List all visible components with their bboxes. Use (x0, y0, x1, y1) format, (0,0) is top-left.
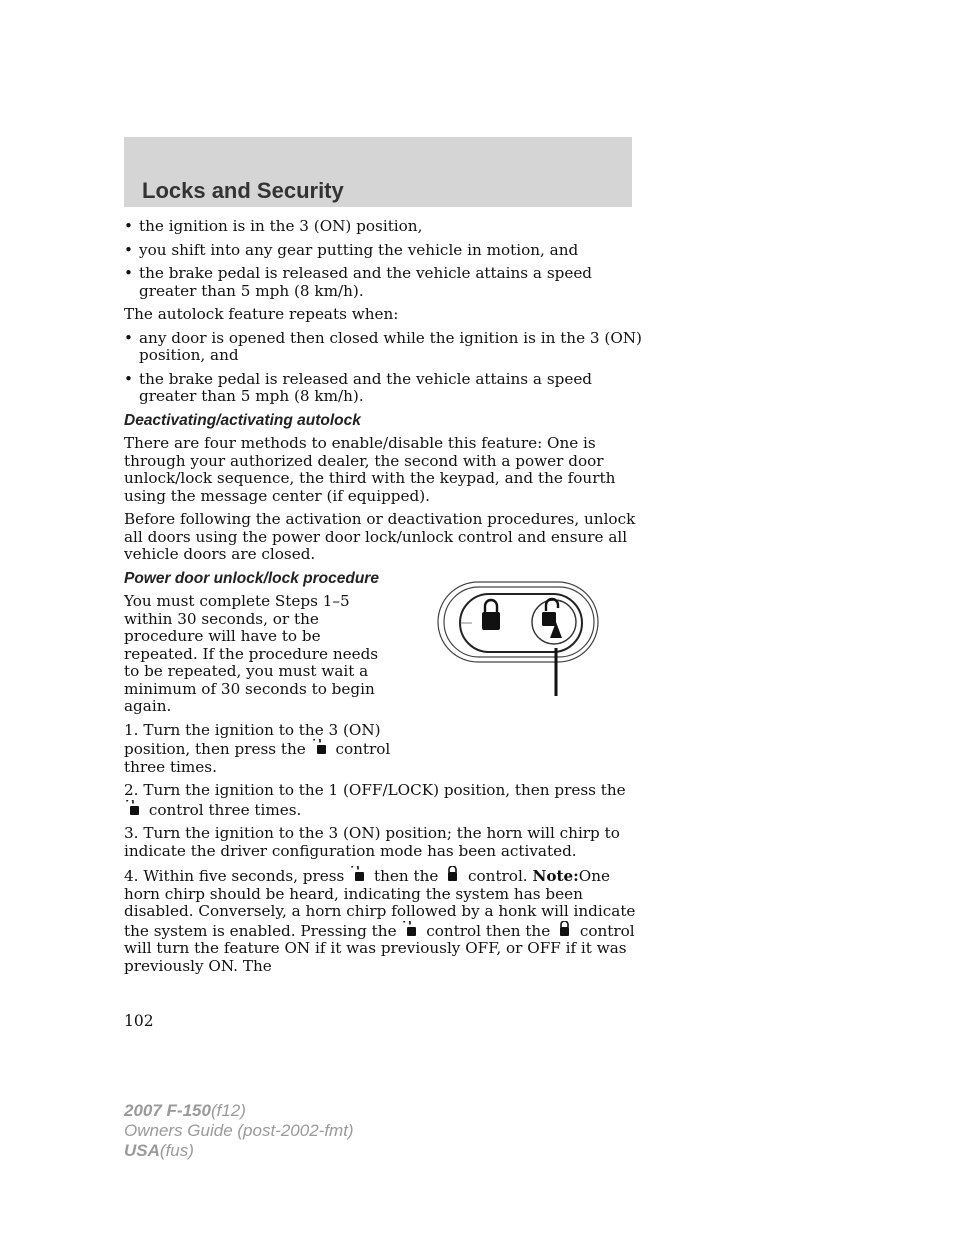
paragraph: There are four methods to enable/disable this feature: One is through your authorized dealer, the second with a power door unlock/lock sequence, the third with the keypad, and the fourth using the message center (if equipped). (124, 434, 616, 505)
footer-line-2: Owners Guide (post-2002-fmt) (124, 1121, 354, 1140)
paragraph: You must complete Steps 1–5 within 30 seconds, or the procedure will have to be repeated. If the procedure needs to be repeated, you must wait a minimum of 30 seconds to begin again. (124, 592, 379, 715)
page-number: 102 (124, 1012, 154, 1030)
lock-icon (443, 866, 463, 882)
unlock-icon (542, 599, 558, 626)
list-item: • any door is opened then closed while the ignition is in the 3 (ON) position, and (124, 328, 642, 364)
door-lock-switch-illustration (436, 578, 602, 698)
lock-icon (482, 600, 500, 630)
list-item: • the brake pedal is released and the vehicle attains a speed greater than 5 mph (8 km/h). (124, 369, 593, 405)
step-1: 1. Turn the ignition to the 3 (ON) position, then press the control three times. (124, 720, 391, 776)
step-3: 3. Turn the ignition to the 3 (ON) position; the horn will chirp to indicate the driver configuration mode has been activated. (124, 824, 620, 860)
footer-line-3: USA(fus) (124, 1141, 194, 1160)
paragraph: The autolock feature repeats when: (124, 305, 399, 323)
section-heading: Deactivating/activating autolock (124, 411, 361, 429)
footer (124, 1101, 354, 1161)
step-2: 2. Turn the ignition to the 1 (OFF/LOCK) position, then press the control three times. (124, 781, 626, 819)
page-title: Locks and Security (142, 178, 344, 203)
list-item: • you shift into any gear putting the vehicle in motion, and (124, 240, 579, 259)
step-4: 4. Within five seconds, press then the control. Note:One horn chirp should be heard, indicating the system has been disabled. Conversely, a horn chirp followed by a honk will indicate the system is enabled. Pressing the control then the control will turn the feature ON if it was previously OFF, or OFF if it was previously ON. The (124, 866, 644, 975)
unlock-icon (349, 866, 369, 882)
note-label: Note: (532, 867, 579, 885)
unlock-icon (401, 921, 421, 937)
lock-icon (555, 921, 575, 937)
list-item: • the ignition is in the 3 (ON) position, (124, 217, 423, 235)
paragraph: Before following the activation or deactivation procedures, unlock all doors using the power door lock/unlock control and ensure all vehicle doors are closed. (124, 510, 636, 563)
unlock-icon (124, 800, 144, 816)
footer-line-1: 2007 F-150(f12) (124, 1101, 246, 1120)
unlock-icon (311, 739, 331, 755)
section-heading: Power door unlock/lock procedure (124, 569, 379, 587)
list-item: • the brake pedal is released and the vehicle attains a speed greater than 5 mph (8 km/h). (124, 264, 593, 300)
